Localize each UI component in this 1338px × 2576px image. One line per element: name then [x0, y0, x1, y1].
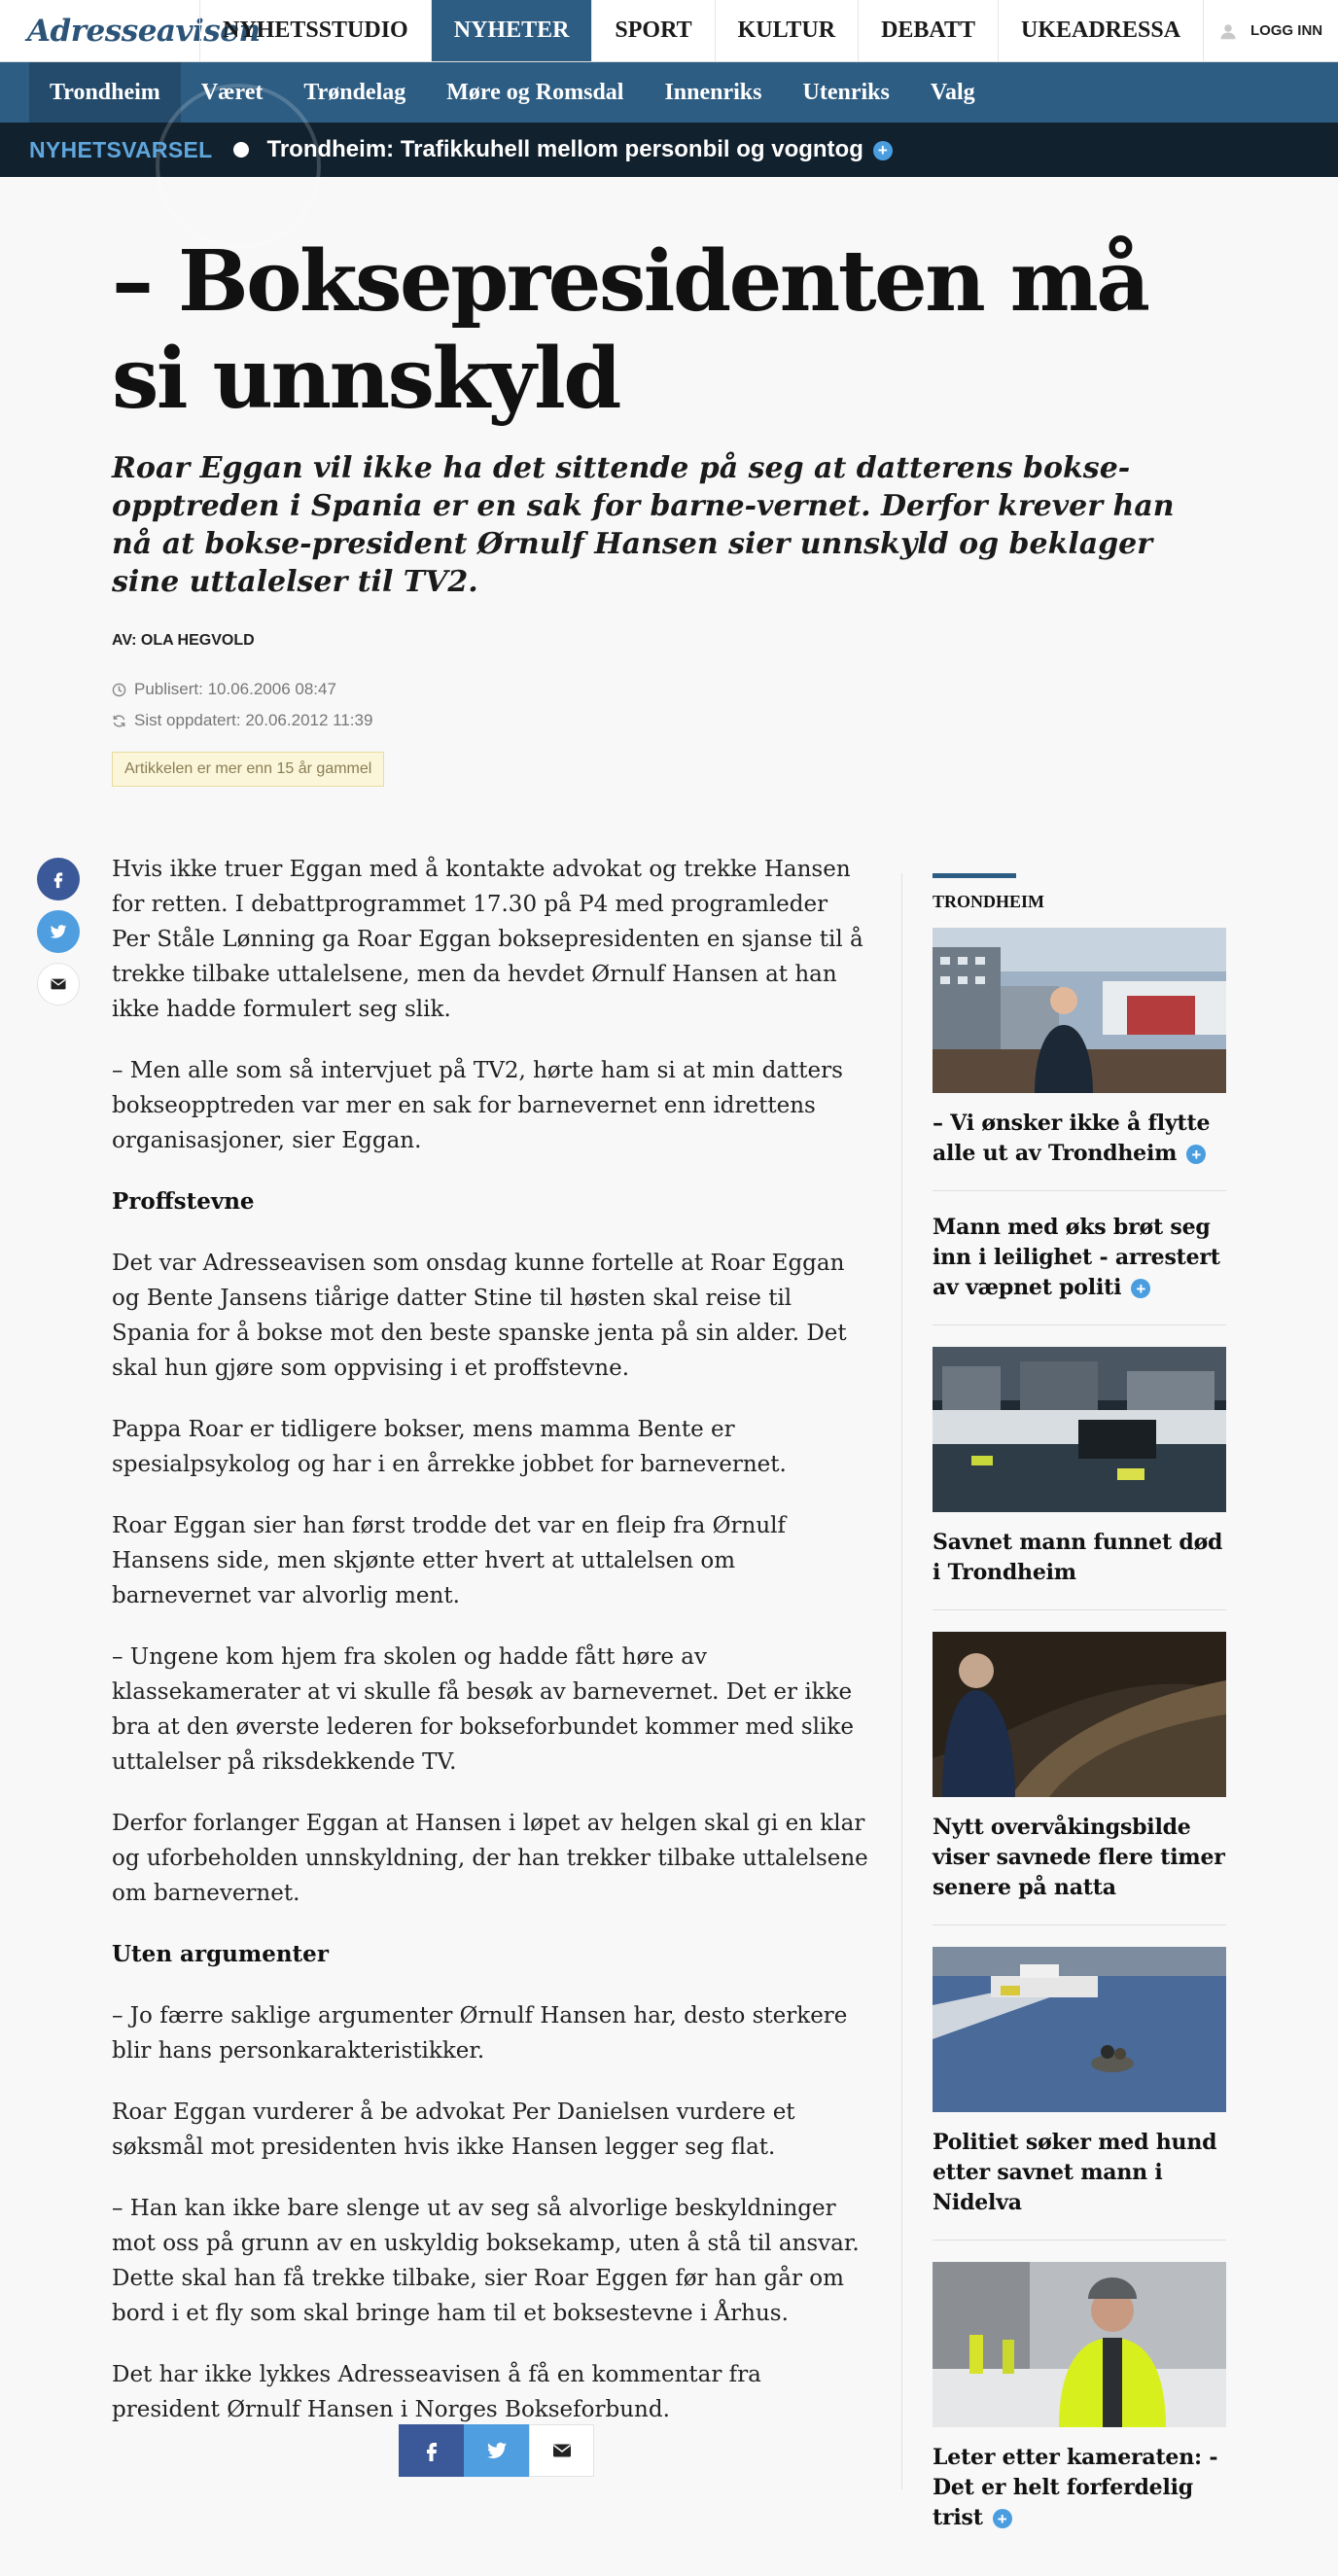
body-paragraph: Det var Adresseavisen som onsdag kunne fortelle at Roar Eggan og Bente Jansens tiårige datter Stine til høsten skal reise til Spania for å bokse mot den beste spanske jenta på sin alder. Det skal hun gjøre som oppvising i et proffstevne.	[112, 1251, 847, 1381]
sidebar-heading[interactable]: TRONDHEIM	[933, 892, 1045, 911]
teaser-title[interactable]: Savnet mann funnet død i Trondheim	[933, 1530, 1223, 1585]
share-bar	[399, 2424, 594, 2477]
nav-nyhetsstudio[interactable]: NYHETSSTUDIO	[199, 0, 431, 61]
ticker-decoration	[156, 84, 321, 249]
teaser-image-harbor	[933, 1347, 1226, 1512]
teaser-title[interactable]	[933, 1109, 1226, 1169]
facebook-icon	[49, 869, 68, 889]
teaser-title-text: Leter etter kameraten: - Det er helt forferdelig trist	[933, 2445, 1218, 2530]
refresh-icon	[112, 714, 126, 728]
subnav-trondheim[interactable]: Trondheim	[29, 62, 181, 123]
article-lead: Roar Eggan vil ikke ha det sittende på seg at datterens bokse-opptreden i Spania er en sak for barne-vernet. Derfor krever han nå at bokse-president Ørnulf Hansen sier unnskyld og beklager sine uttalelser til TV2.	[112, 451, 1175, 599]
nav-ukeadressa[interactable]: UKEADRESSA	[998, 0, 1203, 61]
article-age-badge: Artikkelen er mer enn 15 år gammel	[112, 752, 384, 787]
ticker-headline-text: Trondheim: Trafikkuhell mellom personbil og vogntog	[266, 136, 863, 162]
teaser-title-text: Mann med øks brøt seg inn i leilighet - arrestert av væpnet politi	[933, 1215, 1220, 1300]
sidebar-teaser[interactable]	[933, 1947, 1226, 2241]
nav-sport[interactable]: SPORT	[591, 0, 714, 61]
body-subheading: Proffstevne	[112, 1188, 255, 1215]
teaser-image-river	[933, 1947, 1226, 2112]
share-facebook-button[interactable]	[37, 858, 80, 900]
share-bar-facebook-button[interactable]	[399, 2424, 464, 2477]
facebook-icon	[420, 2439, 443, 2462]
teaser-title[interactable]	[933, 1213, 1226, 1303]
nav-nyheter[interactable]: NYHETER	[431, 0, 592, 61]
article-body	[112, 852, 870, 2453]
sidebar-teaser[interactable]	[933, 1213, 1226, 1325]
article-headline: – Boksepresidenten må si unnskyld	[112, 232, 1148, 428]
nav-kultur[interactable]: KULTUR	[715, 0, 858, 61]
plus-icon: +	[1131, 1279, 1150, 1298]
share-bar-twitter-button[interactable]	[464, 2424, 529, 2477]
body-paragraph: – Han kan ikke bare slenge ut av seg så alvorlige beskyldninger mot oss på grunn av en uskyldig boksekamp, uten å stå til ansvar. Dette skal han få trekke tilbake, sier Roar Eggen før han går om bord i et fly som skal bringe ham til et boksestevne i Århus.	[112, 2196, 860, 2326]
top-navigation	[0, 0, 1338, 62]
teaser-title[interactable]: Nytt overvåkingsbilde viser savnede flere timer senere på natta	[933, 1815, 1225, 1900]
subnav-valg[interactable]: Valg	[930, 79, 975, 105]
body-paragraph: – Jo færre saklige argumenter Ørnulf Hansen har, desto sterkere blir hans personkarakteristikker.	[112, 2003, 848, 2064]
updated-text: Sist oppdatert: 20.06.2012 11:39	[134, 711, 373, 729]
site-logo[interactable]: Adresseavisen	[27, 13, 261, 49]
teaser-image-rooftop	[933, 928, 1226, 1093]
sidebar-divider	[901, 873, 902, 2489]
teaser-title[interactable]: Politiet søker med hund etter savnet mann i Nidelva	[933, 2130, 1217, 2215]
teaser-image-cctv	[933, 1632, 1226, 1797]
user-icon	[1219, 22, 1237, 40]
body-paragraph: – Ungene kom hjem fra skolen og hadde fått høre av klassekamerater at vi skulle få besøk av barnevernet. Det er ikke bra at den øverste lederen for bokseforbundet kommer med slike uttalelser på riksdekkende TV.	[112, 1644, 854, 1775]
updated-date	[112, 711, 372, 730]
plus-icon: +	[1186, 1145, 1206, 1164]
subnav-varet[interactable]: Været	[200, 79, 264, 105]
clock-icon	[112, 683, 126, 697]
subnav-more-og-romsdal[interactable]: Møre og Romsdal	[446, 79, 624, 105]
sidebar-teaser[interactable]	[933, 1632, 1226, 1925]
body-paragraph: Roar Eggan vurderer å be advokat Per Danielsen vurdere et søksmål mot presidenten hvis ikke Hansen legger seg flat.	[112, 2100, 795, 2160]
body-paragraph: – Men alle som så intervjuet på TV2, hørte ham si at min datters bokseopptreden var mer en sak for barnevernet enn idrettens organisasjoner, sier Eggan.	[112, 1058, 843, 1153]
body-paragraph: Hvis ikke truer Eggan med å kontakte advokat og trekke Hansen for retten. I debattprogrammet 17.30 på P4 med programleder Per Ståle Lønning ga Roar Eggan boksepresidenten en sjanse til å trekke tilbake uttalelsene, men da hevdet Ørnulf Hansen at han ikke hadde formulert seg slik.	[112, 857, 863, 1022]
teaser-image-snow	[933, 2262, 1226, 2427]
sidebar-teaser[interactable]	[933, 1347, 1226, 1610]
sidebar-teaser[interactable]	[933, 928, 1226, 1191]
teaser-title-text: – Vi ønsker ikke å flytte alle ut av Trondheim	[933, 1111, 1211, 1166]
share-column	[37, 858, 80, 1006]
published-date	[112, 680, 336, 699]
body-paragraph: Pappa Roar er tidligere bokser, mens mamma Bente er spesialpsykolog og har i en årrekke jobbet for barnevernet.	[112, 1417, 787, 1477]
twitter-icon	[49, 922, 68, 941]
share-twitter-button[interactable]	[37, 910, 80, 953]
share-bar-email-button[interactable]	[529, 2424, 594, 2477]
plus-icon: +	[993, 2509, 1012, 2528]
teaser-title[interactable]	[933, 2443, 1226, 2533]
subnav-innenriks[interactable]: Innenriks	[664, 79, 762, 105]
ticker-headline[interactable]	[266, 136, 892, 163]
subnav-utenriks[interactable]: Utenriks	[802, 79, 890, 105]
subnav-trondelag[interactable]: Trøndelag	[303, 79, 406, 105]
login-button[interactable]	[1203, 0, 1338, 61]
mail-icon	[49, 974, 68, 994]
sidebar-accent-bar	[933, 873, 1016, 878]
body-paragraph: Derfor forlanger Eggan at Hansen i løpet av helgen skal gi en klar og uforbeholden unnskyldning, der han trekker tilbake uttalelsene om barnevernet.	[112, 1811, 868, 1906]
sidebar	[933, 873, 1226, 2576]
body-subheading: Uten argumenter	[112, 1941, 329, 1967]
article-byline[interactable]: AV: OLA HEGVOLD	[112, 632, 255, 649]
plus-icon: +	[873, 141, 893, 160]
login-label: LOGG INN	[1250, 22, 1323, 39]
news-ticker[interactable]	[0, 123, 1338, 177]
share-email-button[interactable]	[37, 963, 80, 1006]
sidebar-teaser[interactable]	[933, 2262, 1226, 2555]
published-text: Publisert: 10.06.2006 08:47	[134, 680, 336, 698]
ticker-label: NYHETSVARSEL	[29, 136, 213, 162]
nav-debatt[interactable]: DEBATT	[858, 0, 998, 61]
mail-icon	[550, 2439, 574, 2462]
body-paragraph: Det har ikke lykkes Adresseavisen å få en kommentar fra president Ørnulf Hansen i Norges Bokseforbund.	[112, 2362, 761, 2422]
body-paragraph: Roar Eggan sier han først trodde det var en fleip fra Ørnulf Hansens side, men skjønte etter hvert at uttalelsen om barnevernet var alvorlig ment.	[112, 1513, 786, 1608]
twitter-icon	[485, 2439, 509, 2462]
